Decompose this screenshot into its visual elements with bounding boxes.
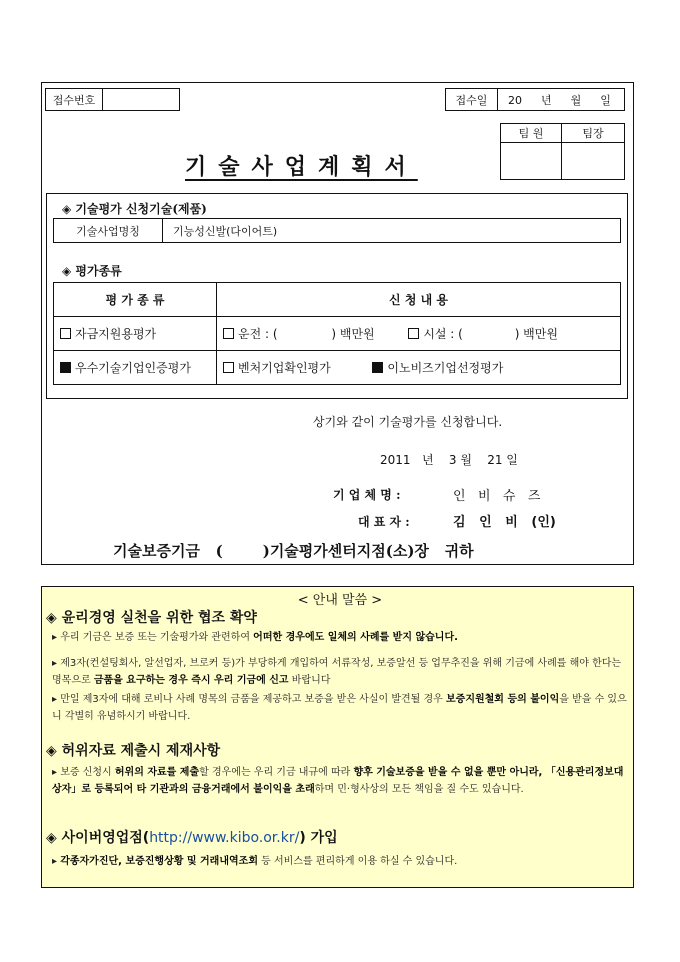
false-data-item-1: ▸ 보증 신청시 허위의 자료를 제출할 경우에는 우리 기금 내규에 따라 향후 기술보증을 받을 수 없을 뿐만 아니라, 「신용관리정보대상자」로 등록되어 타 기관과의 금융거래에서 불이익을 초래하며 민·형사상의 모든 책임을 질 수도 있습니다. [52,767,624,795]
receipt-date-label: 접수일 [445,88,498,111]
operating-unit: ) 백만원 [331,327,375,341]
receipt-no-field[interactable] [102,88,180,111]
kibo-website-link[interactable]: http://www.kibo.or.kr/ [149,830,300,846]
cyber-branch-item-1: ▸ 각종자가진단, 보증진행상황 및 거래내역조회 등 서비스를 편리하게 이용 하실 수 있습니다. [52,856,458,867]
innobiz-label: 이노비즈기업선정평가 [387,361,504,375]
fund-amount-row [217,317,621,351]
ethics-item-3: ▸ 만일 제3자에 대해 로비나 사례 명목의 금품을 제공하고 보증을 받은 사실이 발견될 경우 보증지원철회 등의 불이익을 받을 수 있으니 각별히 유념하시기 바랍니다. [52,694,627,722]
ceo-value: 김 인 비 (인) [453,515,556,530]
company-value: 인 비 슈 즈 [453,489,541,504]
certification-row [217,351,621,385]
addressee: 기술보증기금 ( )기술평가센터지점(소)장 귀하 [113,542,474,560]
team-leader-label: 팀장 [561,123,625,143]
table-header-content: 신 청 내 용 [217,283,621,317]
receipt-no-label: 접수번호 [45,88,103,111]
facility-label: 시설 : ( [423,327,463,341]
eval-option-excellent-tech[interactable]: 우수기술기업인증평가 [54,351,217,385]
venture-label: 벤처기업확인평가 [238,361,331,375]
operating-label: 운전 : ( [238,327,278,341]
request-sentence: 상기와 같이 기술평가를 신청합니다. [313,415,503,429]
team-leader-sign[interactable] [561,142,625,180]
checkbox-checked-icon[interactable] [60,362,71,373]
eval-type-table [53,282,621,385]
table-header-type: 평 가 종 류 [54,283,217,317]
application-date: 2011 년 3 월 21 일 [380,453,518,467]
ethics-section-title: ◈ 윤리경영 실천을 위한 협조 확약 [46,610,257,626]
checkbox-unchecked-icon[interactable] [223,362,234,373]
tech-section-title: ◈ 기술평가 신청기술(제품) [62,202,207,216]
eval-type-section-title: ◈ 평가종류 [62,264,122,278]
checkbox-checked-icon[interactable] [372,362,383,373]
cyber-branch-section-title: ◈ 사이버영업점(http://www.kibo.or.kr/) 가입 [46,830,338,846]
project-name-field[interactable]: 기능성신발(다이어트) [162,218,621,243]
checkbox-unchecked-icon[interactable] [223,328,234,339]
ethics-item-2: ▸ 제3자(컨설팅회사, 알선업자, 브로커 등)가 부당하게 개입하여 서류작성, 보증알선 등 업무추진을 위해 기금에 사례를 해야 한다는 명목으로 금품을 요구하는 경우 즉시 우리 기금에 신고 바랍니다 [52,658,622,686]
false-data-section-title: ◈ 허위자료 제출시 제재사항 [46,743,221,759]
document-title: 기술사업계획서 [185,154,418,180]
team-member-label: 팀 원 [500,123,562,143]
guide-title: < 안내 말씀 > [297,593,383,608]
eval-option-fund[interactable]: 자금지원용평가 [54,317,217,351]
project-name-label: 기술사업명칭 [53,218,163,243]
ceo-label: 대 표 자 : [358,515,410,529]
checkbox-unchecked-icon[interactable] [408,328,419,339]
team-member-sign[interactable] [500,142,562,180]
company-label: 기 업 체 명 : [333,488,401,502]
checkbox-unchecked-icon[interactable] [60,328,71,339]
facility-unit: ) 백만원 [514,327,558,341]
receipt-date-field[interactable]: 20 년 월 일 [497,88,625,111]
ethics-item-1: ▸ 우리 기금은 보증 또는 기술평가와 관련하여 어떠한 경우에도 일체의 사례를 받지 않습니다. [52,632,458,643]
